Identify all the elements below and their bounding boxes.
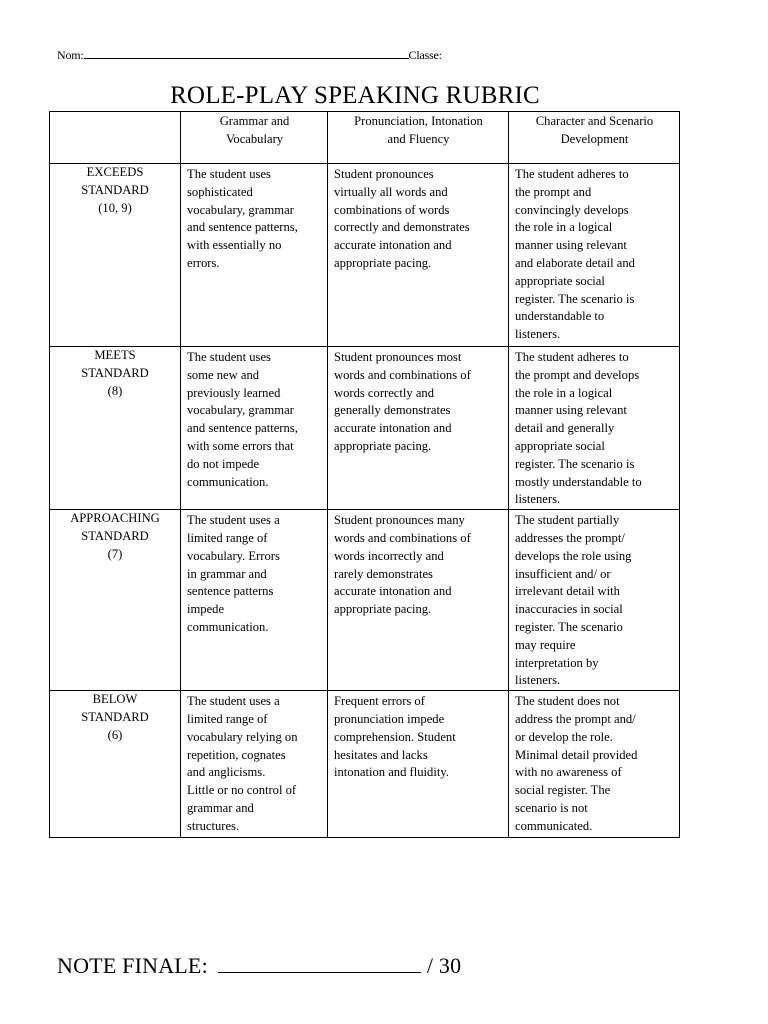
column-header-level — [50, 112, 181, 164]
character-criteria: The student adheres to the prompt and convincingly develops the role in a logical manner using relevant and elaborate detail and appropriate social register. The scenario is understandable to listeners. — [509, 164, 680, 347]
grammar-criteria: The student uses some new and previously learned vocabulary, grammar and sentence patterns, with some errors that do not impede communication. — [181, 347, 328, 510]
rubric-row-approaching — [50, 510, 680, 691]
grammar-criteria: The student uses a limited range of vocabulary relying on repetition, cognates and anglicisms. Little or no control of grammar and structures. — [181, 691, 328, 838]
column-header-pronunciation: Pronunciation, Intonation and Fluency — [328, 112, 509, 164]
grammar-criteria: The student uses a limited range of vocabulary. Errors in grammar and sentence patterns impede communication. — [181, 510, 328, 691]
column-header-grammar: Grammar and Vocabulary — [181, 112, 328, 164]
pronunciation-criteria: Student pronounces most words and combinations of words correctly and generally demonstrates accurate intonation and appropriate pacing. — [328, 347, 509, 510]
class-label: Classe: — [408, 48, 442, 62]
final-grade-label: NOTE FINALE: — [57, 953, 208, 978]
page-title: ROLE-PLAY SPEAKING RUBRIC — [170, 82, 540, 109]
name-label: Nom: — [57, 48, 84, 62]
character-criteria: The student adheres to the prompt and develops the role in a logical manner using relevant detail and generally appropriate social register. The scenario is mostly understandable to listeners. — [509, 347, 680, 510]
rubric-table — [49, 111, 680, 838]
rubric-header-row — [50, 112, 680, 164]
student-info-line — [57, 47, 442, 63]
pronunciation-criteria: Student pronounces virtually all words and combinations of words correctly and demonstrates accurate intonation and appropriate pacing. — [328, 164, 509, 347]
final-grade-line — [57, 952, 461, 979]
grade-total: / 30 — [426, 953, 462, 978]
pronunciation-criteria: Frequent errors of pronunciation impede comprehension. Student hesitates and lacks intonation and fluidity. — [328, 691, 509, 838]
pronunciation-criteria: Student pronounces many words and combinations of words incorrectly and rarely demonstrates accurate intonation and appropriate pacing. — [328, 510, 509, 691]
grammar-criteria: The student uses sophisticated vocabulary, grammar and sentence patterns, with essentially no errors. — [181, 164, 328, 347]
rubric-row-below — [50, 691, 680, 838]
character-criteria: The student does not address the prompt and/ or develop the role. Minimal detail provided with no awareness of social register. The scenario is not communicated. — [509, 691, 680, 838]
character-criteria: The student partially addresses the prompt/ develops the role using insufficient and/ or irrelevant detail with inaccuracies in social register. The scenario may require interpretation by listeners. — [509, 510, 680, 691]
grade-blank-line — [218, 952, 421, 973]
name-blank-line — [84, 47, 409, 59]
level-label: BELOW STANDARD (6) — [50, 691, 181, 838]
level-label: APPROACHING STANDARD (7) — [50, 510, 181, 691]
rubric-row-exceeds — [50, 164, 680, 347]
level-label: MEETS STANDARD (8) — [50, 347, 181, 510]
level-label: EXCEEDS STANDARD (10, 9) — [50, 164, 181, 347]
rubric-row-meets — [50, 347, 680, 510]
column-header-character: Character and Scenario Development — [509, 112, 680, 164]
